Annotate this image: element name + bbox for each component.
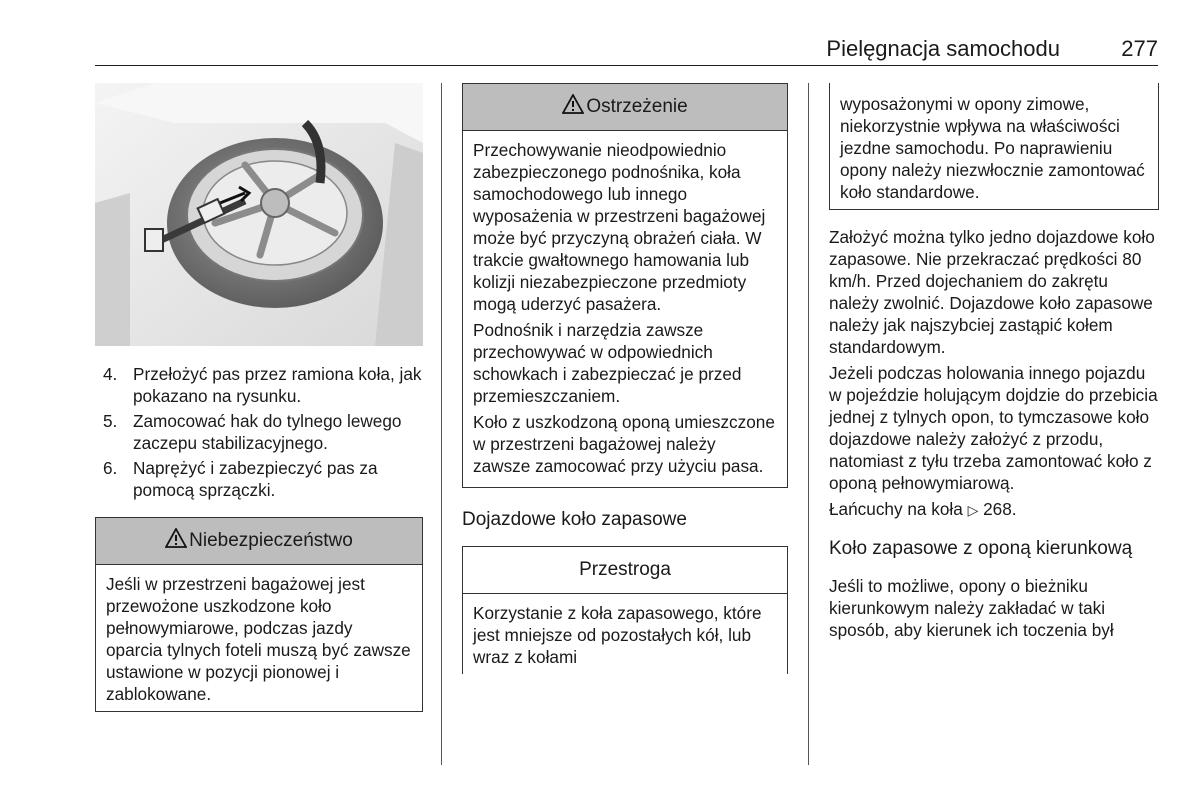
caution-box-continued: [829, 83, 1159, 210]
chains-reference: [829, 498, 1159, 521]
paragraph: Jeżeli podczas holowania innego pojazdu w pojeździe holującym dojdzie do przebicia jednej z tylnych opon, to tymczasowe koło dojazdowe należy założyć z przodu, natomiast z tyłu trzeba zamontować koło z oponą pełnowymiarową.: [829, 363, 1158, 493]
step-text: Naprężyć i zabezpieczyć pas za pomocą sprzączki.: [133, 458, 378, 500]
warning-triangle-icon: [562, 94, 584, 114]
chains-text: Łańcuchy na koła: [829, 499, 963, 519]
page-number: 277: [1121, 36, 1158, 61]
chains-page-link[interactable]: 268.: [983, 499, 1017, 519]
warning-box-header: [463, 84, 787, 131]
warning-paragraph: Podnośnik i narzędzia zawsze przechowywać w odpowiednich schowkach i zabezpieczać je przed przemieszczaniem.: [473, 320, 742, 406]
danger-box: [95, 517, 423, 712]
column-divider-left: [441, 83, 442, 765]
danger-text: Jeśli w przestrzeni bagażowej jest przewożone uszkodzone koło pełnowymiarowe, podczas jazdy oparcia tylnych foteli muszą być zawsze ustawione w pozycji pionowej i zablokowane.: [106, 574, 411, 704]
section-heading: Dojazdowe koło zapasowe: [462, 509, 687, 530]
step-number: 4.: [103, 364, 118, 384]
warning-title: Ostrzeżenie: [586, 96, 688, 117]
installation-steps: [95, 363, 423, 501]
paragraph: Jeśli to możliwe, opony o bieżniku kierunkowym należy zakładać w taki sposób, aby kierunek ich toczenia był: [829, 576, 1114, 640]
section-heading: Koło zapasowe z oponą kierunkową: [829, 538, 1133, 559]
danger-title: Niebezpieczeństwo: [189, 530, 353, 551]
step-text: Przełożyć pas przez ramiona koła, jak pokazano na rysunku.: [133, 364, 422, 406]
warning-triangle-icon: [165, 528, 187, 548]
caution-box-header: Przestroga: [463, 547, 787, 594]
column-divider-right: [808, 83, 809, 765]
list-item: [95, 457, 423, 501]
list-item: [95, 410, 423, 454]
step-number: 5.: [103, 411, 118, 431]
warning-paragraph: Przechowywanie nieodpowiednio zabezpieczonego podnośnika, koła samochodowego lub innego wyposażenia w przestrzeni bagażowej może być przyczyną obrażeń ciała. W trakcie gwałtownego hamowania lub kolizji niezabezpieczone przedmioty mogą uderzyć pasażera.: [473, 140, 766, 314]
caution-text: Korzystanie z koła zapasowego, które jest mniejsze od pozostałych kół, lub wraz z kołami: [473, 603, 762, 667]
header-rule: [95, 65, 1158, 66]
step-text: Zamocować hak do tylnego lewego zaczepu stabilizacyjnego.: [133, 411, 402, 453]
caution-box: [462, 546, 788, 674]
list-item: [95, 363, 423, 407]
page-ref-icon: ▷: [967, 502, 979, 518]
step-number: 6.: [103, 458, 118, 478]
paragraph: Założyć można tylko jedno dojazdowe koło zapasowe. Nie przekraczać prędkości 80 km/h. Przed dojechaniem do zakrętu należy zwolnić. Dojazdowe koło zapasowe należy jak najszybciej zastąpić kołem standardowym.: [829, 227, 1155, 357]
caution-text-continued: wyposażonymi w opony zimowe, niekorzystnie wpływa na właściwości jezdne samochodu. Po naprawieniu opony należy niezwłocznie zamontować koło standardowe.: [840, 94, 1145, 202]
spare-wheel-photo-icon: [95, 83, 423, 346]
section-title: Pielęgnacja samochodu: [826, 36, 1060, 61]
spare-wheel-figure: [95, 83, 423, 346]
warning-box: [462, 83, 788, 488]
danger-box-header: [96, 518, 422, 565]
warning-paragraph: Koło z uszkodzoną oponą umieszczone w przestrzeni bagażowej należy zawsze zamocować przy użyciu pasa.: [473, 412, 775, 476]
